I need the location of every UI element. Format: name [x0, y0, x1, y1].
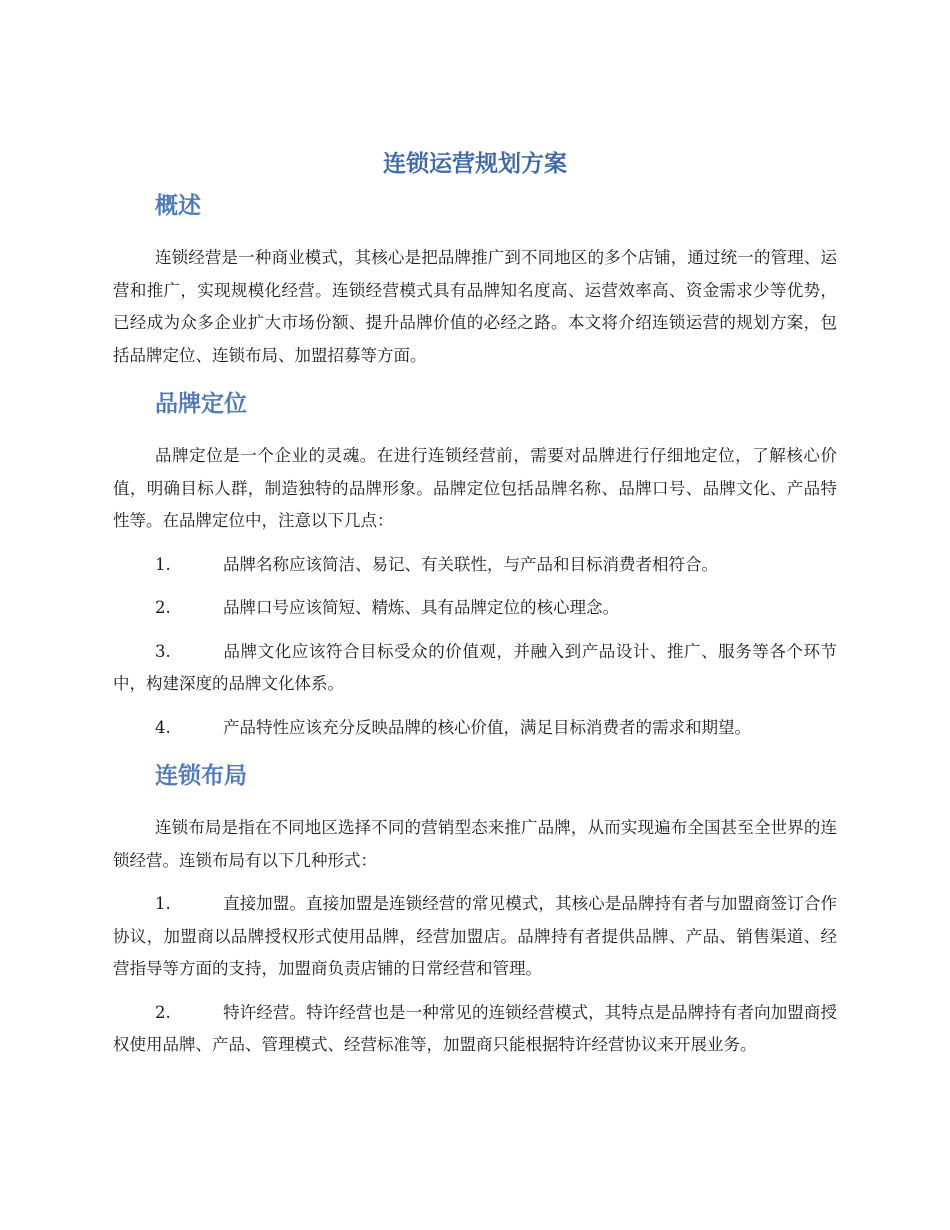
list-number: 2.	[155, 598, 171, 617]
section-heading-chain-layout: 连锁布局	[155, 763, 247, 789]
list-number: 2.	[155, 1002, 171, 1022]
list-number: 1.	[155, 894, 171, 913]
list-text: 品牌名称应该简洁、易记、有关联性，与产品和目标消费者相符合。	[223, 554, 718, 574]
list-item	[113, 549, 837, 582]
section-heading-brand-positioning: 品牌定位	[155, 391, 247, 417]
list-number: 1.	[155, 554, 171, 574]
document-title: 连锁运营规划方案	[383, 151, 567, 177]
list-number: 4.	[155, 717, 171, 737]
list-item	[113, 592, 837, 625]
document-body	[113, 188, 837, 1062]
list-item	[113, 888, 837, 986]
list-text: 品牌文化应该符合目标受众的价值观，并融入到产品设计、推广、服务等各个环节中，构建深度的品牌文化体系。	[113, 641, 837, 693]
list-number: 3.	[155, 641, 171, 661]
list-item	[113, 712, 837, 745]
section-heading-overview: 概述	[155, 193, 201, 219]
overview-paragraph: 连锁经营是一种商业模式，其核心是把品牌推广到不同地区的多个店铺，通过统一的管理、运营和推广，实现规模化经营。连锁经营模式具有品牌知名度高、运营效率高、资金需求少等优势，已经成为众多企业扩大市场份额、提升品牌价值的必经之路。本文将介绍连锁运营的规划方案，包括品牌定位、连锁布局、加盟招募等方面。	[113, 248, 837, 365]
list-text: 特许经营。特许经营也是一种常见的连锁经营模式，其特点是品牌持有者向加盟商授权使用品牌、产品、管理模式、经营标准等，加盟商只能根据特许经营协议来开展业务。	[113, 1002, 837, 1054]
list-text: 品牌口号应该简短、精炼、具有品牌定位的核心理念。	[223, 598, 619, 617]
list-text: 产品特性应该充分反映品牌的核心价值，满足目标消费者的需求和期望。	[223, 717, 751, 737]
list-text: 直接加盟。直接加盟是连锁经营的常见模式，其核心是品牌持有者与加盟商签订合作协议，加盟商以品牌授权形式使用品牌，经营加盟店。品牌持有者提供品牌、产品、销售渠道、经营指导等方面的支持，加盟商负责店铺的日常经营和管理。	[113, 894, 837, 978]
list-item	[113, 997, 837, 1062]
brand-positioning-paragraph: 品牌定位是一个企业的灵魂。在进行连锁经营前，需要对品牌进行仔细地定位，了解核心价值，明确目标人群，制造独特的品牌形象。品牌定位包括品牌名称、品牌口号、品牌文化、产品特性等。在品牌定位中，注意以下几点：	[113, 446, 837, 530]
list-item	[113, 636, 837, 701]
chain-layout-paragraph: 连锁布局是指在不同地区选择不同的营销型态来推广品牌，从而实现遍布全国甚至全世界的连锁经营。连锁布局有以下几种形式：	[113, 818, 837, 870]
